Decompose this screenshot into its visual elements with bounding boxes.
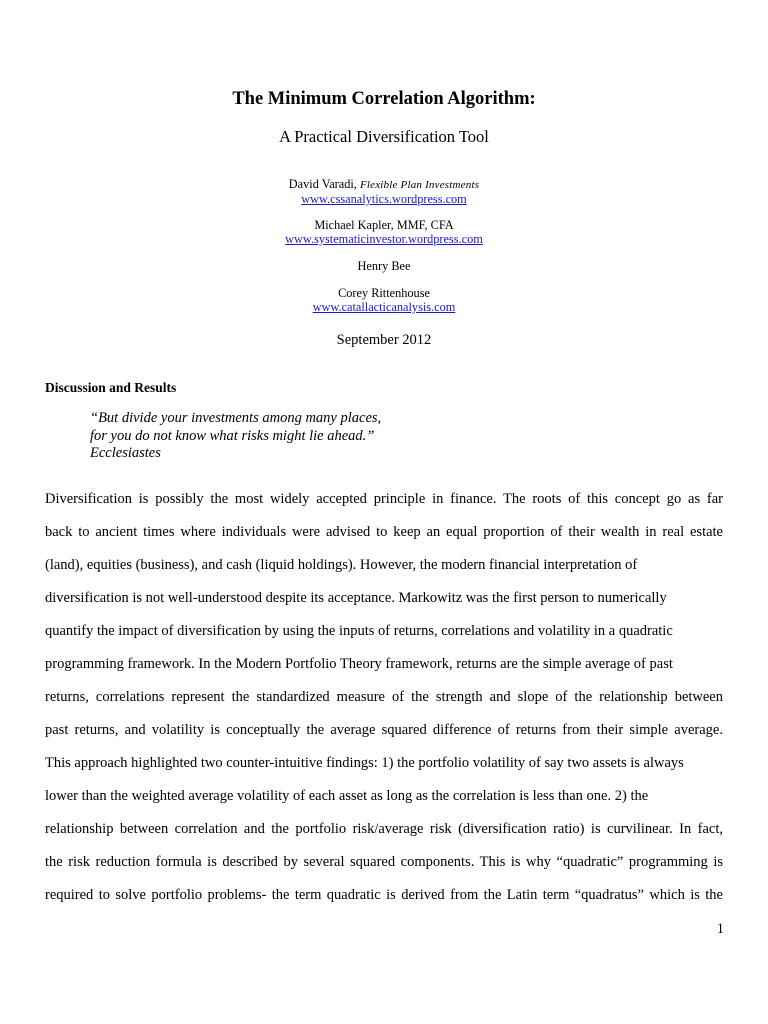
paper-title: The Minimum Correlation Algorithm: bbox=[232, 89, 536, 109]
body-line: required to solve portfolio problems- the term quadratic is derived from the Latin term “quadratus” which is the bbox=[45, 887, 723, 903]
epigraph bbox=[90, 410, 381, 463]
paper-subtitle: A Practical Diversification Tool bbox=[279, 127, 489, 146]
body-line: programming framework. In the Modern Portfolio Theory framework, returns are the simple average of past bbox=[45, 656, 673, 672]
author-name: Henry Bee bbox=[357, 259, 411, 273]
body-line: quantify the impact of diversification by using the inputs of returns, correlations and volatility in a quadratic bbox=[45, 623, 673, 639]
publication-date: September 2012 bbox=[336, 332, 432, 348]
author-affiliation: Flexible Plan Investments bbox=[359, 179, 480, 191]
author-name: David Varadi, bbox=[288, 177, 360, 191]
body-line: back to ancient times where individuals were advised to keep an equal proportion of their wealth in real estate bbox=[45, 524, 723, 540]
author-block-4 bbox=[0, 286, 768, 314]
page-number: 1 bbox=[716, 921, 724, 937]
body-line: relationship between correlation and the portfolio risk/average risk (diversification ratio) is curvilinear. In fact, bbox=[45, 821, 723, 837]
body-line: returns, correlations represent the standardized measure of the strength and slope of the relationship between bbox=[45, 689, 723, 705]
author-name: Corey Rittenhouse bbox=[338, 286, 430, 300]
author-block-1 bbox=[0, 177, 768, 206]
body-line: the risk reduction formula is described by several squared components. This is why “quadratic” programming is bbox=[45, 854, 723, 870]
epigraph-line: “But divide your investments among many places, bbox=[90, 410, 382, 426]
body-line: past returns, and volatility is conceptually the average squared difference of returns from their simple average. bbox=[45, 722, 723, 738]
epigraph-source: Ecclesiastes bbox=[90, 445, 161, 461]
body-line: Diversification is possibly the most widely accepted principle in finance. The roots of this concept go as far bbox=[45, 491, 723, 507]
author-link[interactable]: www.cssanalytics.wordpress.com bbox=[301, 192, 467, 206]
body-line: (land), equities (business), and cash (liquid holdings). However, the modern financial interpretation of bbox=[45, 557, 638, 573]
author-block-2 bbox=[0, 218, 768, 246]
author-name: Michael Kapler, MMF, CFA bbox=[314, 218, 454, 232]
body-line: lower than the weighted average volatility of each asset as long as the correlation is less than one. 2) the bbox=[45, 788, 649, 804]
epigraph-line: for you do not know what risks might lie ahead.” bbox=[90, 427, 375, 444]
author-link[interactable]: www.systematicinvestor.wordpress.com bbox=[285, 232, 483, 246]
body-line: This approach highlighted two counter-intuitive findings: 1) the portfolio volatility of say two assets is always bbox=[45, 755, 684, 771]
author-link[interactable]: www.catallacticanalysis.com bbox=[312, 300, 456, 314]
body-line: diversification is not well-understood despite its acceptance. Markowitz was the first person to numerically bbox=[45, 590, 667, 606]
section-heading: Discussion and Results bbox=[45, 380, 177, 395]
author-block-3 bbox=[0, 259, 768, 273]
